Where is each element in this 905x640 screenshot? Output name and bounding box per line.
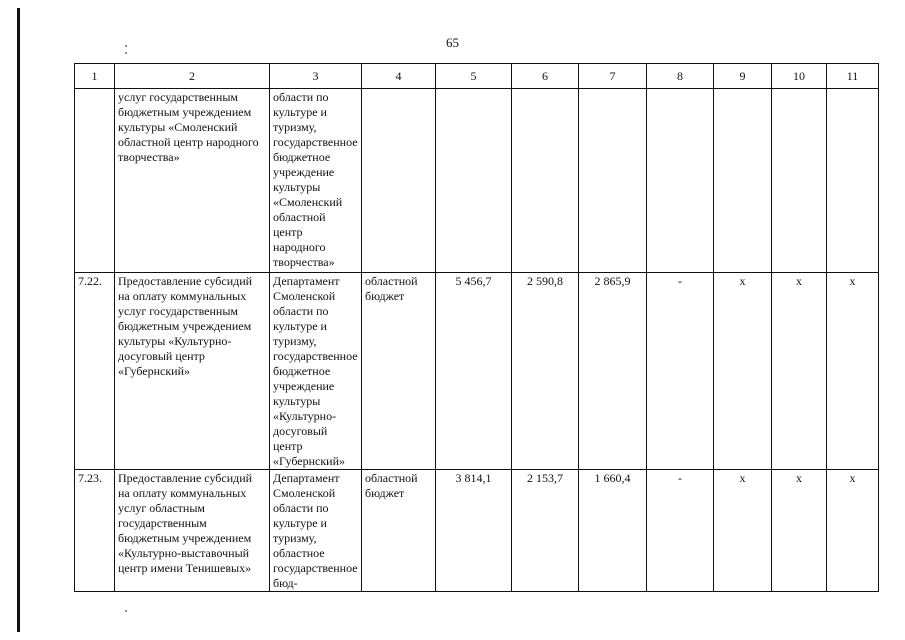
measure-name-cell: Предоставление субсидий на оплату коммунальных услуг областным государственным бюджетным учреждением «Культурно-выставочный центр имени Тенишевых» (115, 470, 270, 592)
year1-cell: 2 590,8 (512, 273, 579, 470)
left-margin-bar (17, 8, 20, 632)
budget-table (74, 63, 879, 592)
year3-cell: - (647, 470, 714, 592)
header-cell: 1 (75, 64, 115, 89)
executor-cell: Департамент Смоленской области по культуре и туризму, областное государственное бюд- (270, 470, 362, 592)
year3-cell (647, 89, 714, 273)
funding-source-cell: областной бюджет (362, 273, 436, 470)
executor-cell: области по культуре и туризму, государственное бюджетное учреждение культуры «Смоленский областной центр народного творчества» (270, 89, 362, 273)
funding-source-cell (362, 89, 436, 273)
header-cell: 3 (270, 64, 362, 89)
col9-cell (714, 89, 772, 273)
year1-cell: 2 153,7 (512, 470, 579, 592)
col11-cell: х (827, 273, 879, 470)
col11-cell: х (827, 470, 879, 592)
total-cell: 5 456,7 (436, 273, 512, 470)
scan-speck (125, 52, 127, 54)
col10-cell: х (772, 273, 827, 470)
col9-cell: х (714, 273, 772, 470)
col11-cell (827, 89, 879, 273)
measure-name-cell: услуг государственным бюджетным учреждением культуры «Смоленский областной центр народного творчества» (115, 89, 270, 273)
year2-cell: 2 865,9 (579, 273, 647, 470)
header-cell: 2 (115, 64, 270, 89)
year2-cell: 1 660,4 (579, 470, 647, 592)
table-row (75, 89, 879, 273)
year1-cell (512, 89, 579, 273)
row-number-cell: 7.23. (75, 470, 115, 592)
header-cell: 6 (512, 64, 579, 89)
executor-cell: Департамент Смоленской области по культуре и туризму, государственное бюджетное учреждение культуры «Культурно-досуговый центр «Губернский» (270, 273, 362, 470)
header-cell: 8 (647, 64, 714, 89)
table-row (75, 470, 879, 592)
header-cell: 10 (772, 64, 827, 89)
funding-source-cell: областной бюджет (362, 470, 436, 592)
page-number: 65 (446, 35, 459, 50)
col10-cell: х (772, 470, 827, 592)
total-cell (436, 89, 512, 273)
year3-cell: - (647, 273, 714, 470)
row-number-cell (75, 89, 115, 273)
total-cell: 3 814,1 (436, 470, 512, 592)
scan-speck (125, 610, 127, 612)
header-row (75, 64, 879, 89)
year2-cell (579, 89, 647, 273)
col9-cell: х (714, 470, 772, 592)
header-cell: 9 (714, 64, 772, 89)
header-cell: 7 (579, 64, 647, 89)
table-row (75, 273, 879, 470)
col10-cell (772, 89, 827, 273)
measure-name-cell: Предоставление субсидий на оплату коммунальных услуг государственным бюджетным учреждением культуры «Культурно-досуговый центр «Губернский» (115, 273, 270, 470)
row-number-cell: 7.22. (75, 273, 115, 470)
header-cell: 4 (362, 64, 436, 89)
header-cell: 11 (827, 64, 879, 89)
scan-speck (125, 45, 127, 47)
header-cell: 5 (436, 64, 512, 89)
